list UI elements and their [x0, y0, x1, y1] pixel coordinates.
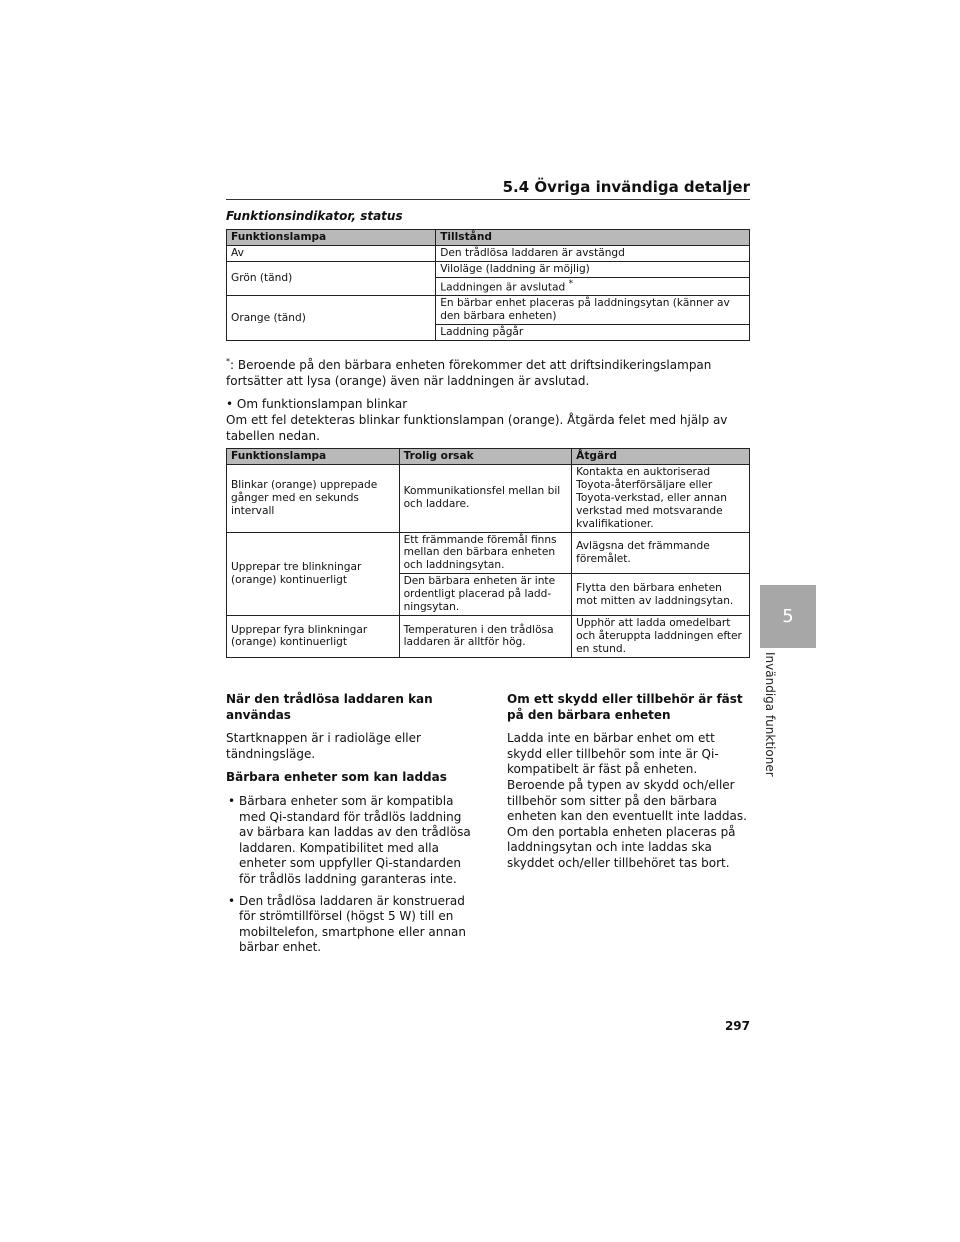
list-item: • Bärbara enheter som är kompatibla med Qi-standard för trådlös laddning av bärbara kan laddas av den trådlösa laddaren. Kompatibilitet med alla enheter som uppfyller Qi-standarden för trådlös laddning garanteras inte.	[226, 794, 471, 888]
blink-bullet-text: Om funktionslampan blinkar	[236, 397, 408, 411]
column-header: Trolig orsak	[399, 449, 572, 465]
lamp-cell: Av	[227, 245, 436, 261]
table-row	[227, 261, 750, 277]
action-cell: Flytta den bärbara enheten mot mitten av laddningsytan.	[572, 574, 750, 616]
state-text: Laddningen är avslutad	[440, 281, 566, 294]
blink-bullet	[226, 397, 750, 413]
usage-heading: När den trådlösa laddaren kan användas	[226, 692, 433, 722]
chapter-tab: 5	[760, 585, 816, 648]
footnote-text: : Beroende på den bärbara enheten förekommer det att driftsindikeringslampan fortsätter att lysa (orange) även när laddningen är avslutad.	[226, 358, 712, 388]
column-header: Funktionslampa	[227, 230, 436, 246]
table-header-row	[227, 449, 750, 465]
right-column	[507, 692, 750, 880]
footnote	[226, 357, 750, 389]
cause-cell: Kommunikationsfel mellan bil och laddare.	[399, 464, 572, 532]
state-cell: Laddning pågår	[436, 325, 750, 341]
state-cell	[436, 277, 750, 295]
action-cell: Upphör att ladda omedelbart och återuppta laddningen efter en stund.	[572, 616, 750, 658]
action-cell: Kontakta en auktoriserad Toyota-återförsäljare eller Toyota-verkstad, eller annan verkstad med motsvarande kvalifikationer.	[572, 464, 750, 532]
bullet-icon: •	[226, 397, 237, 411]
error-table	[226, 448, 750, 658]
asterisk-marker: *	[568, 278, 574, 289]
column-header: Åtgärd	[572, 449, 750, 465]
status-table	[226, 229, 750, 341]
header-divider	[226, 199, 750, 200]
table-row	[227, 616, 750, 658]
page-number: 297	[724, 1019, 750, 1033]
left-column	[226, 692, 471, 962]
usage-text: Startknappen är i radioläge eller tändningsläge.	[226, 731, 421, 761]
table-row	[227, 464, 750, 532]
table-row	[227, 245, 750, 261]
state-cell: Viloläge (laddning är möjlig)	[436, 261, 750, 277]
cause-cell: Den bärbara enheten är inte ordentligt placerad på ladd-ningsytan.	[399, 574, 572, 616]
cause-cell: Ett främmande föremål finns mellan den bärbara enheten och laddningsytan.	[399, 532, 572, 574]
table-row	[227, 296, 750, 325]
column-header: Funktionslampa	[227, 449, 400, 465]
section-title: Funktionsindikator, status	[226, 209, 403, 223]
cover-text: Ladda inte en bärbar enhet om ett skydd eller tillbehör som inte är Qi-kompatibelt är fäst på enheten. Beroende på typen av skydd och/eller tillbehör som sitter på den bärbara enheten kan den eventuellt inte laddas. Om den portabla enheten placeras på laddningsytan och inte laddas ska skyddet och/eller tillbehöret tas bort.	[507, 731, 747, 870]
footnote-marker: *	[226, 357, 230, 366]
cover-heading: Om ett skydd eller tillbehör är fäst på den bärbara enheten	[507, 692, 743, 722]
table-row	[227, 532, 750, 574]
table-header-row	[227, 230, 750, 246]
cause-cell: Temperaturen i den trådlösa laddaren är alltför hög.	[399, 616, 572, 658]
lamp-cell: Blinkar (orange) upprepade gånger med en sekunds intervall	[227, 464, 400, 532]
lamp-cell: Upprepar tre blinkningar (orange) kontinuerligt	[227, 532, 400, 616]
chapter-label: Invändiga funktioner	[763, 652, 777, 777]
lamp-cell: Upprepar fyra blinkningar (orange) kontinuerligt	[227, 616, 400, 658]
action-cell: Avlägsna det främmande föremålet.	[572, 532, 750, 574]
devices-list	[226, 794, 471, 956]
blink-paragraph: Om ett fel detekteras blinkar funktionslampan (orange). Åtgärda felet med hjälp av tabellen nedan.	[226, 413, 728, 443]
list-item: • Den trådlösa laddaren är konstruerad för strömtillförsel (högst 5 W) till en mobiltelefon, smartphone eller annan bärbar enhet.	[226, 894, 471, 956]
devices-heading: Bärbara enheter som kan laddas	[226, 770, 447, 785]
lamp-cell: Grön (tänd)	[227, 261, 436, 295]
lamp-cell: Orange (tänd)	[227, 296, 436, 341]
page-header: 5.4 Övriga invändiga detaljer	[502, 178, 750, 196]
state-cell: Den trådlösa laddaren är avstängd	[436, 245, 750, 261]
state-cell: En bärbar enhet placeras på laddningsytan (känner av den bärbara enheten)	[436, 296, 750, 325]
column-header: Tillstånd	[436, 230, 750, 246]
